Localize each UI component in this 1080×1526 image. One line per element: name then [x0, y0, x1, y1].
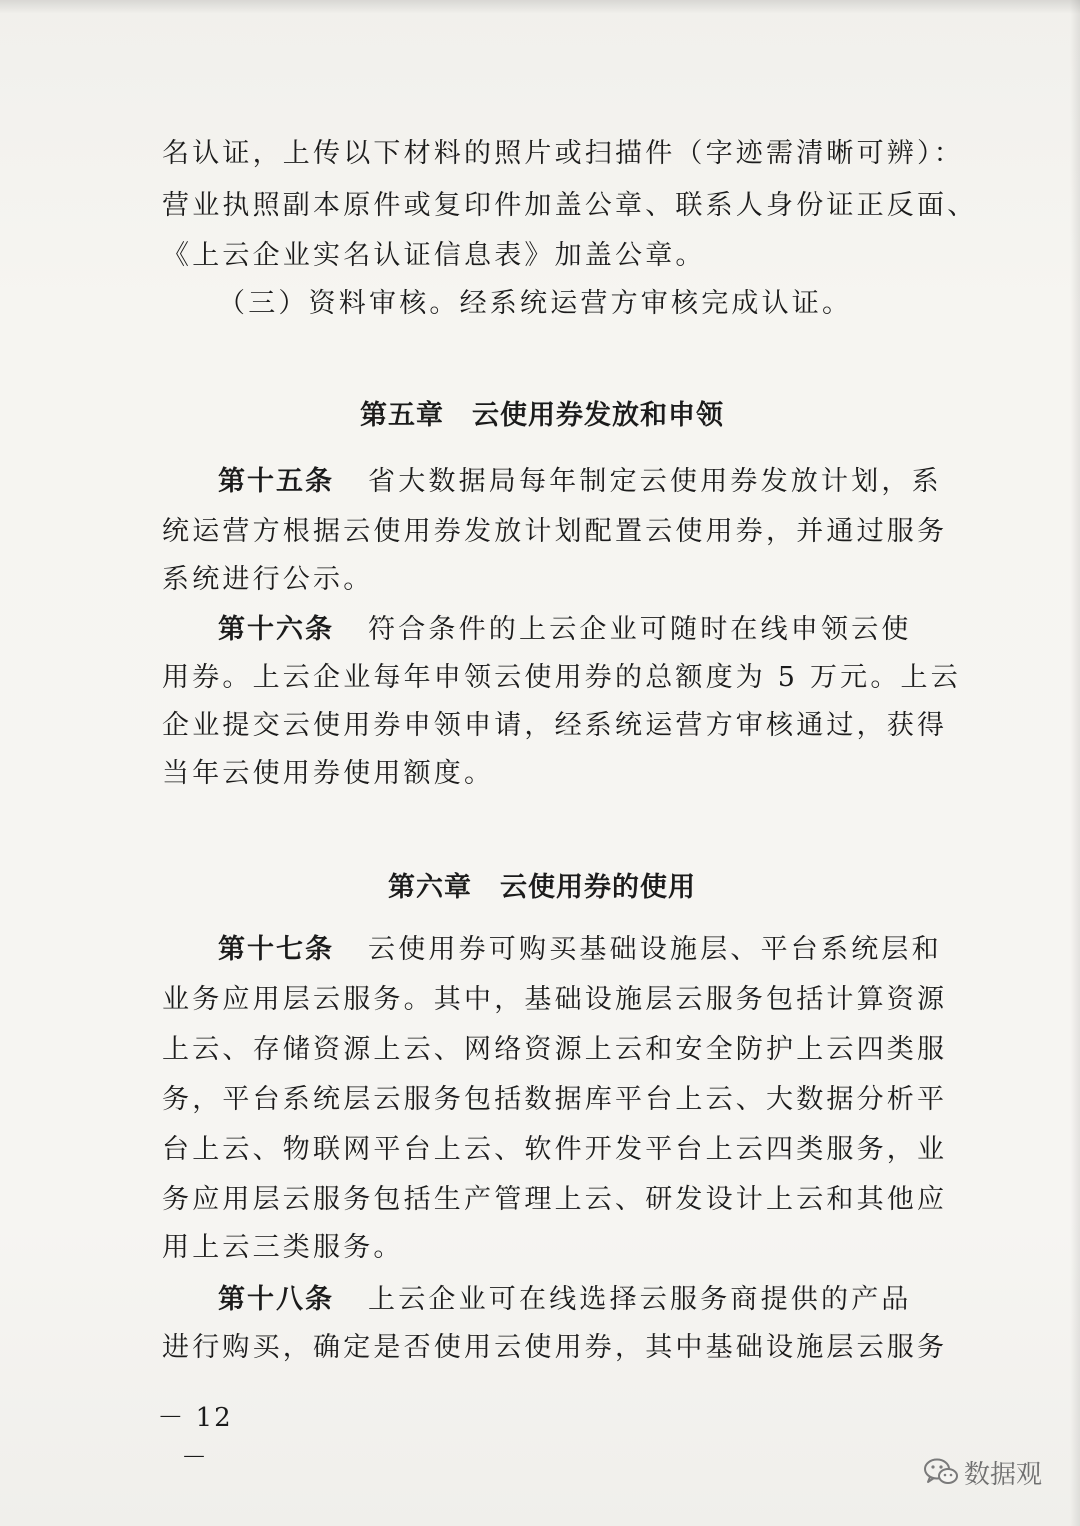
paragraph-line: 用上云三类服务。 [162, 1232, 404, 1263]
paragraph-line: 企业提交云使用券申领申请，经系统运营方审核通过，获得 [162, 710, 948, 741]
paragraph-line: （三）资料审核。经系统运营方审核完成认证。 [218, 288, 853, 319]
article-16-label: 第十六条 [218, 614, 334, 645]
paragraph-line: 进行购买，确定是否使用云使用券，其中基础设施层云服务 [162, 1332, 948, 1363]
watermark-text: 数据观 [964, 1459, 1043, 1490]
article-15-text: 省大数据局每年制定云使用券发放计划，系 [368, 466, 942, 497]
chapter-6-heading: 第六章 云使用券的使用 [388, 872, 696, 903]
article-18-label: 第十八条 [218, 1284, 334, 1315]
paragraph-line: 《上云企业实名认证信息表》加盖公章。 [162, 240, 706, 271]
article-17-first-line [218, 926, 942, 974]
article-15-label: 第十五条 [218, 466, 334, 497]
scan-shadow-top [0, 0, 1080, 14]
watermark [922, 1452, 1042, 1492]
wechat-icon [922, 1456, 960, 1488]
paragraph-line: 务应用层云服务包括生产管理上云、研发设计上云和其他应 [162, 1184, 948, 1215]
page-number: － 12 － [157, 1403, 233, 1473]
scan-shadow-right [1070, 0, 1080, 1526]
paragraph-line: 业务应用层云服务。其中，基础设施层云服务包括计算资源 [162, 984, 948, 1015]
paragraph-line: 用券。上云企业每年申领云使用券的总额度为 5 万元。上云 [162, 662, 961, 693]
paragraph-line: 当年云使用券使用额度。 [162, 758, 495, 789]
article-17-label: 第十七条 [218, 934, 334, 965]
paragraph-line: 统运营方根据云使用券发放计划配置云使用券，并通过服务 [162, 516, 948, 547]
paragraph-line: 台上云、物联网平台上云、软件开发平台上云四类服务，业 [162, 1134, 948, 1165]
article-18-text: 上云企业可在线选择云服务商提供的产品 [368, 1284, 912, 1315]
article-16-text: 符合条件的上云企业可随时在线申领云使 [368, 614, 912, 645]
paragraph-line: 务，平台系统层云服务包括数据库平台上云、大数据分析平 [162, 1084, 948, 1115]
paragraph-line: 系统进行公示。 [162, 564, 374, 595]
article-17-text: 云使用券可购买基础设施层、平台系统层和 [368, 934, 942, 965]
paragraph-line: 名认证，上传以下材料的照片或扫描件（字迹需清晰可辨）： [162, 138, 964, 169]
article-15-first-line [218, 458, 942, 506]
article-18-first-line [218, 1276, 922, 1324]
paragraph-line: 营业执照副本原件或复印件加盖公章、联系人身份证正反面、 [162, 190, 978, 221]
chapter-5-heading: 第五章 云使用券发放和申领 [360, 400, 724, 431]
article-16-first-line [218, 606, 922, 654]
paragraph-line: 上云、存储资源上云、网络资源上云和安全防护上云四类服 [162, 1034, 948, 1065]
